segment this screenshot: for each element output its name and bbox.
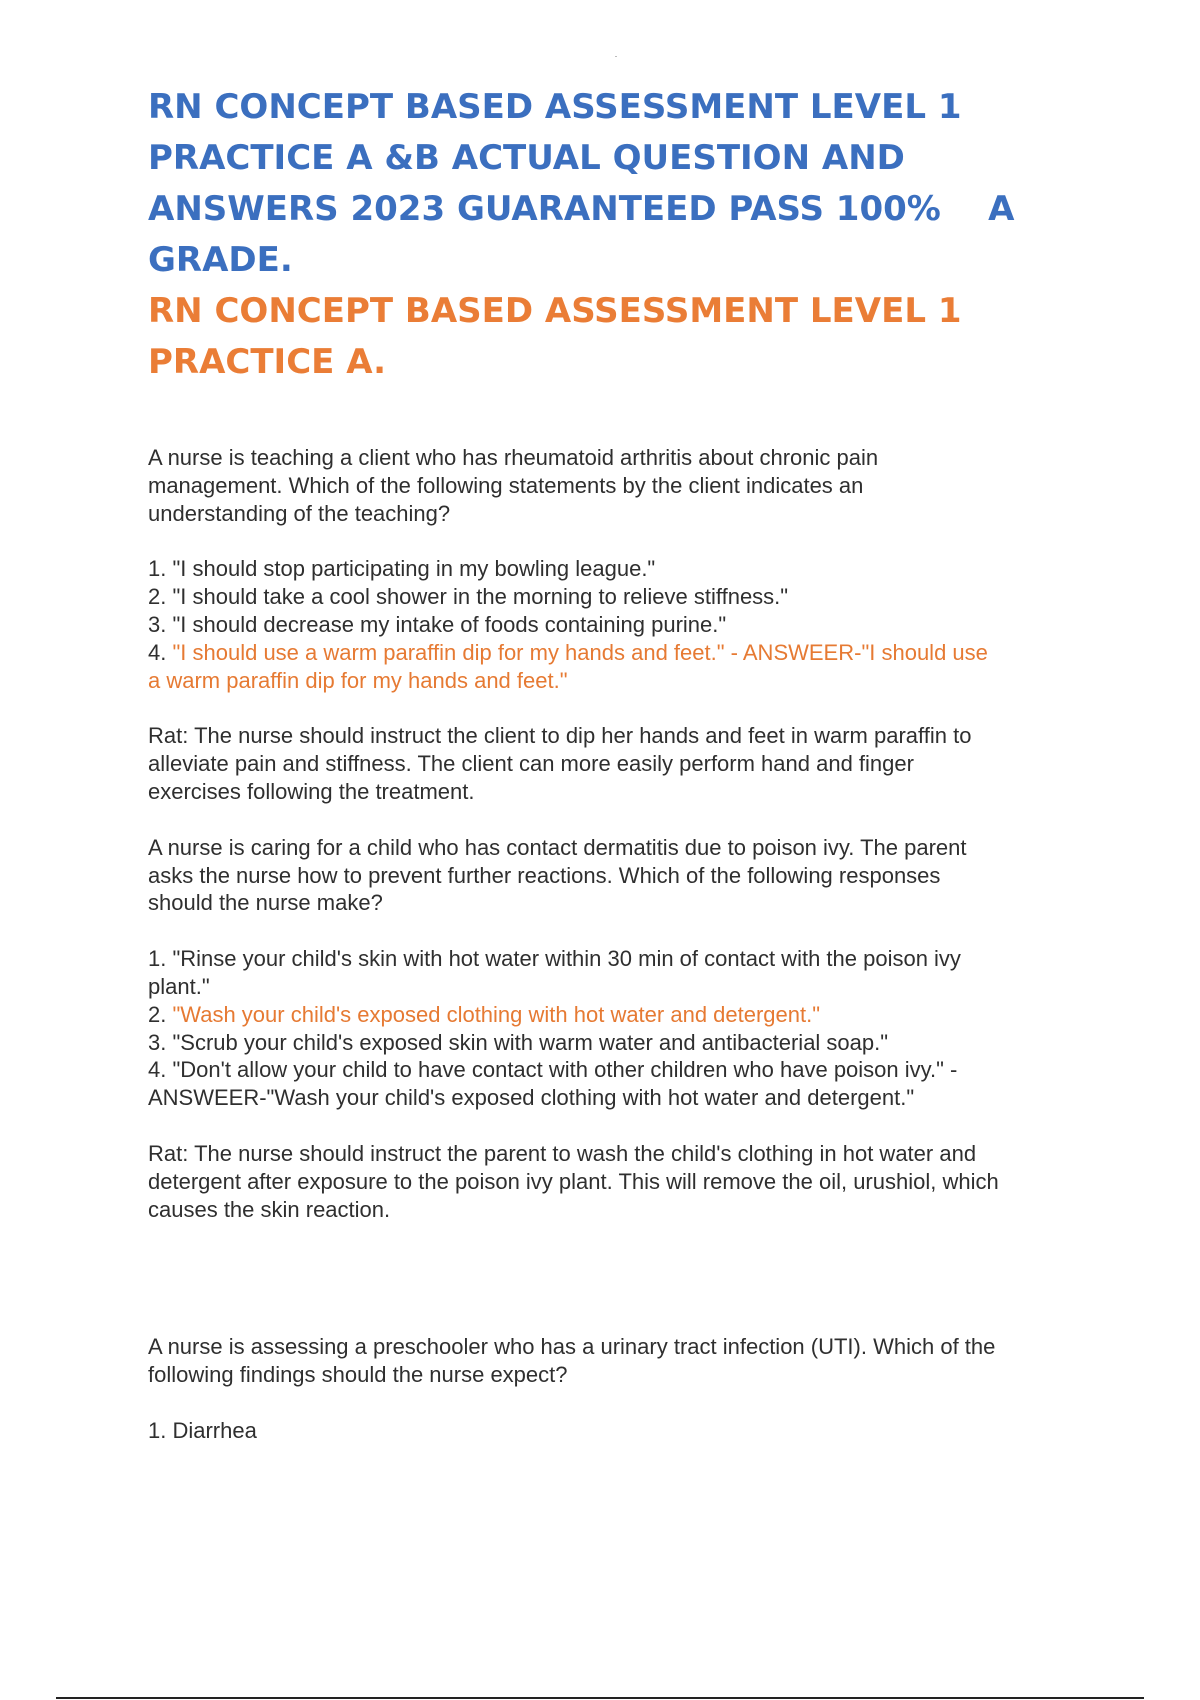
rationale-line: detergent after exposure to the poison ivy plant. This will remove the oil, urushiol, which [148, 1168, 999, 1194]
spacer [148, 1223, 1088, 1333]
title-line: PRACTICE A &B ACTUAL QUESTION AND [148, 138, 905, 178]
spacer [148, 917, 1088, 945]
highlighted-answer: "I should use a warm paraffin dip for my hands and feet." - ANSWEER-"I should use [172, 639, 988, 665]
stem-line: following findings should the nurse expect? [148, 1362, 568, 1388]
answer-key: ANSWEER-"Wash your child's exposed clothing with hot water and detergent." [148, 1085, 915, 1111]
rationale [148, 1140, 1088, 1223]
answer-options [148, 945, 1088, 1112]
spacer [148, 388, 1088, 444]
question-2 [148, 834, 1088, 1224]
title-line: GRADE. [148, 240, 293, 280]
rationale-line: alleviate pain and stiffness. The client can more easily perform hand and finger [148, 751, 914, 777]
stem-line: should the nurse make? [148, 890, 383, 916]
option-1: 1. "I should stop participating in my bowling league." [148, 556, 656, 582]
option-number: 2. [148, 1001, 173, 1027]
stem-line: A nurse is assessing a preschooler who has a urinary tract infection (UTI). Which of the [148, 1334, 996, 1360]
subtitle-line: RN CONCEPT BASED ASSESSMENT LEVEL 1 [148, 291, 962, 331]
scan-mark [615, 56, 617, 57]
highlighted-answer-continued: a warm paraffin dip for my hands and feet." [148, 667, 568, 693]
spacer [148, 1112, 1088, 1140]
question-stem [148, 444, 1088, 527]
subtitle-line: PRACTICE A. [148, 342, 387, 382]
option-3: 3. "I should decrease my intake of foods containing purine." [148, 611, 727, 637]
stem-line: A nurse is teaching a client who has rheumatoid arthritis about chronic pain [148, 445, 879, 470]
title-line: ANSWERS 2023 GUARANTEED PASS 100% A [148, 189, 1015, 229]
answer-options [148, 555, 1088, 694]
document-title [148, 82, 1088, 286]
rationale-line: exercises following the treatment. [148, 778, 475, 804]
option-1: 1. Diarrhea [148, 1417, 257, 1443]
question-stem [148, 1333, 1088, 1389]
question-1 [148, 444, 1088, 806]
spacer [148, 527, 1088, 555]
option-number: 4. [148, 639, 173, 665]
spacer [148, 694, 1088, 722]
option-2-correct [148, 1001, 1088, 1029]
page-bottom-rule [56, 1697, 1144, 1699]
option-4: 4. "Don't allow your child to have contact with other children who have poison ivy." - [148, 1057, 958, 1083]
title-line: RN CONCEPT BASED ASSESSMENT LEVEL 1 [148, 87, 962, 127]
highlighted-answer: "Wash your child's exposed clothing with hot water and detergent." [172, 1001, 821, 1027]
answer-options [148, 1417, 1088, 1445]
option-1: 1. "Rinse your child's skin with hot water within 30 min of contact with the poison ivy [148, 946, 961, 972]
section-subtitle [148, 286, 1088, 388]
option-1-continued: plant." [148, 973, 210, 999]
option-4-correct [148, 639, 1088, 667]
option-2: 2. "I should take a cool shower in the morning to relieve stiffness." [148, 584, 789, 610]
rationale-line: Rat: The nurse should instruct the parent to wash the child's clothing in hot water and [148, 1140, 977, 1166]
stem-line: management. Which of the following statements by the client indicates an [148, 472, 864, 498]
question-3 [148, 1333, 1088, 1444]
spacer [148, 1389, 1088, 1417]
option-3: 3. "Scrub your child's exposed skin with warm water and antibacterial soap." [148, 1029, 889, 1055]
stem-line: A nurse is caring for a child who has contact dermatitis due to poison ivy. The parent [148, 834, 967, 860]
document-page [148, 82, 1088, 1445]
stem-line: understanding of the teaching? [148, 500, 451, 526]
rationale-line: causes the skin reaction. [148, 1196, 391, 1222]
question-stem [148, 834, 1088, 917]
rationale-line: Rat: The nurse should instruct the client to dip her hands and feet in warm paraffin to [148, 723, 972, 749]
rationale [148, 722, 1088, 805]
spacer [148, 806, 1088, 834]
stem-line: asks the nurse how to prevent further reactions. Which of the following responses [148, 862, 941, 888]
